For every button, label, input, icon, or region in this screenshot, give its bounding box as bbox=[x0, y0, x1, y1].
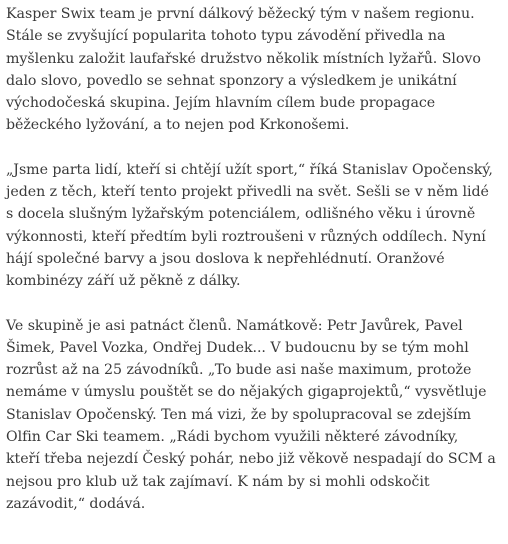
text-line: kombinézy září už pěkně z dálky. bbox=[6, 273, 241, 290]
paragraph-quote bbox=[6, 159, 508, 293]
text-line: „Jsme parta lidí, kteří si chtějí užít sport,“ říká Stanislav Opočenský, bbox=[6, 161, 493, 178]
text-line: nejsou pro klub už tak zajímaví. K nám by si mohli odskočit bbox=[6, 473, 430, 490]
text-line: Kasper Swix team je první dálkový běžecký tým v našem regionu. bbox=[6, 6, 475, 22]
text-line: jeden z těch, kteří tento projekt přivedli na svět. Sešli se v něm lidé bbox=[6, 184, 489, 201]
text-line: Šimek, Pavel Vozka, Ondřej Dudek... V budoucnu by se tým mohl bbox=[6, 339, 469, 356]
text-line: Stanislav Opočenský. Ten má vizi, že by spolupracoval se zdejším bbox=[6, 406, 472, 423]
text-line: Stále se zvyšující popularita tohoto typu závodění přivedla na bbox=[6, 28, 446, 45]
text-line: běžeckého lyžování, a to nejen pod Krkonošemi. bbox=[6, 117, 350, 134]
paragraph-intro bbox=[6, 3, 508, 137]
text-line: zazávodit,“ dodává. bbox=[6, 495, 146, 512]
text-line: myšlenku založit laufařské družstvo několik místních lyžařů. Slovo bbox=[6, 50, 481, 67]
text-line: východočeská skupina. Jejím hlavním cílem bude propagace bbox=[6, 95, 436, 112]
paragraph-members bbox=[6, 315, 508, 516]
text-line: s docela slušným lyžařským potenciálem, odlišného věku i úrovně bbox=[6, 206, 476, 223]
text-line: kteří třeba nejezdí Český pohár, nebo již věkově nespadají do SCM a bbox=[6, 451, 496, 468]
text-line: výkonnosti, kteří předtím byli roztroušeni v různých oddílech. Nyní bbox=[6, 228, 486, 245]
text-line: nemáme v úmyslu pouštět se do nějakých gigaprojektů,“ vysvětluje bbox=[6, 384, 487, 401]
text-line: Ve skupině je asi patnáct členů. Namátkově: Petr Javůrek, Pavel bbox=[6, 317, 463, 334]
text-line: rozrůst až na 25 závodníků. „To bude asi naše maximum, protože bbox=[6, 362, 472, 379]
text-line: hájí společné barvy a jsou doslova k nepřehlédnutí. Oranžové bbox=[6, 250, 445, 267]
text-line: dalo slovo, povedlo se sehnat sponzory a výsledkem je unikátní bbox=[6, 72, 457, 89]
text-line: Olfin Car Ski teamem. „Rádi bychom využili některé závodníky, bbox=[6, 429, 459, 446]
